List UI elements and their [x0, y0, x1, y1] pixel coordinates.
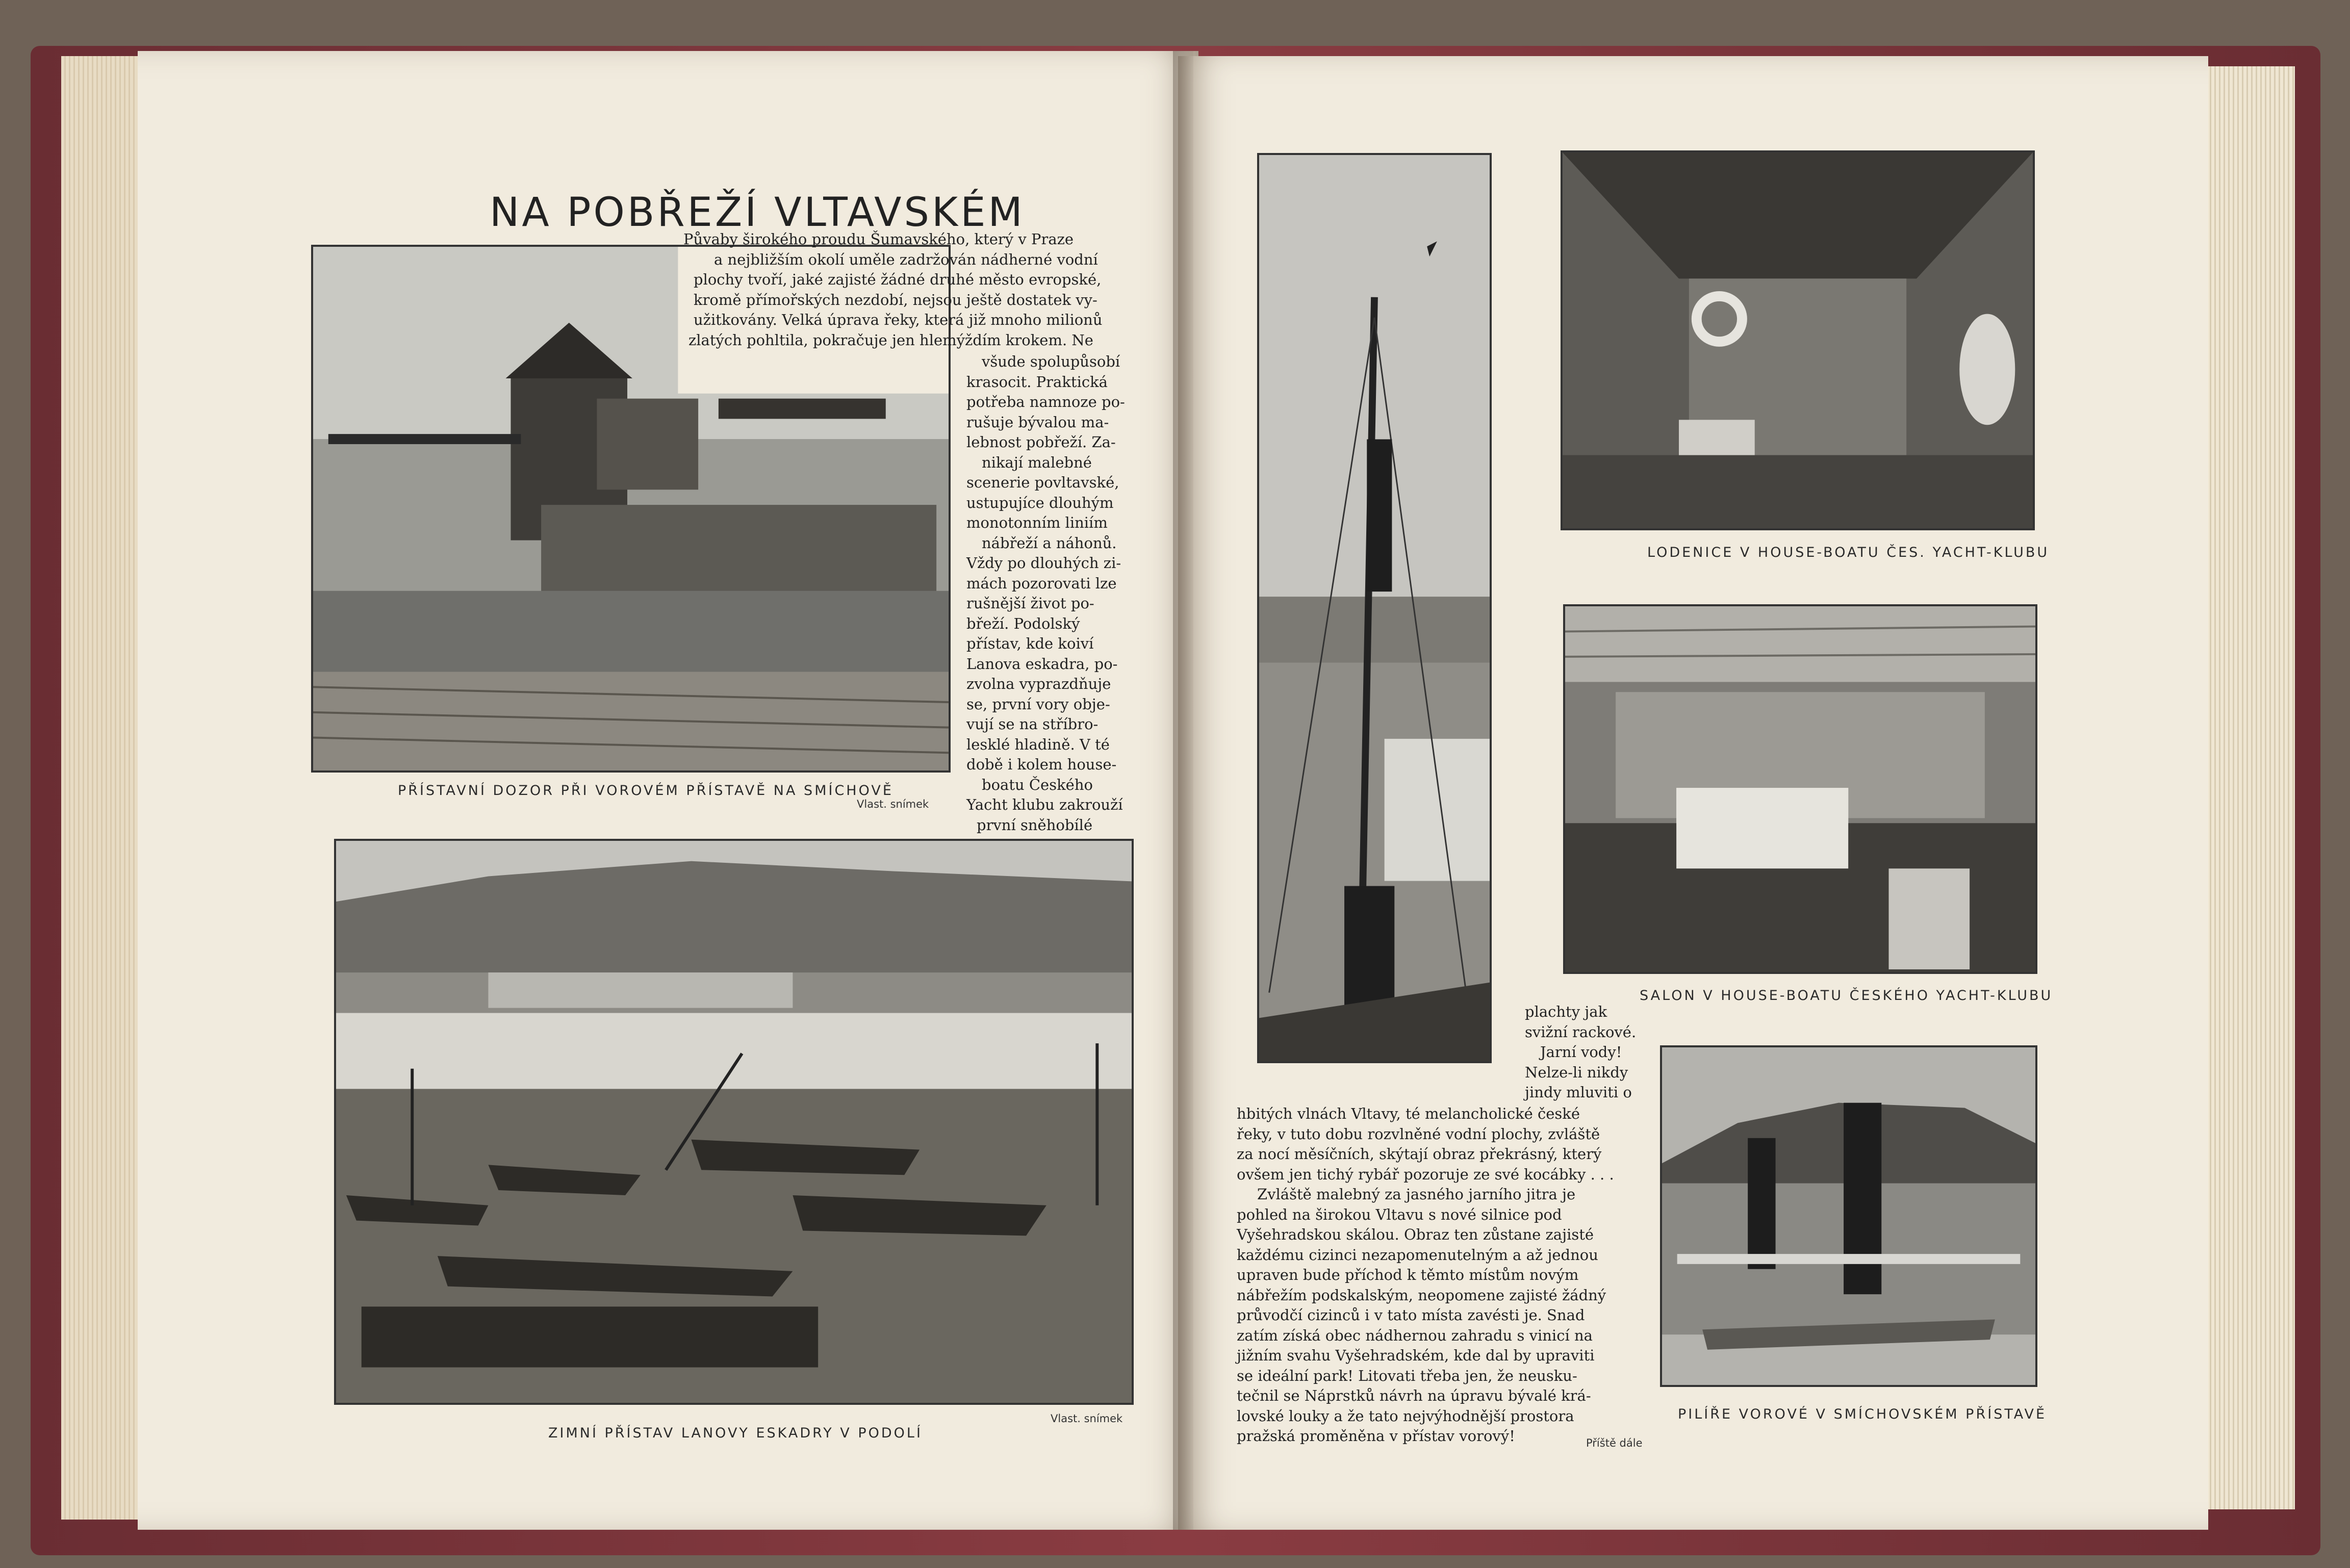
article-line: rušuje bývalou ma-	[966, 413, 1109, 431]
photo-boathouse	[1561, 150, 2035, 530]
article-line: pražská proměněna v přístav vorový!	[1237, 1427, 1515, 1445]
article-line: Vyšehradskou skálou. Obraz ten zůstane zajisté	[1237, 1226, 1594, 1243]
article-line: ovšem jen tichý rybář pozoruje ze své kocábky . . .	[1237, 1165, 1614, 1183]
photo-winter-harbour	[334, 839, 1134, 1405]
article-line: každému cizinci nezapomenutelným a až jednou	[1237, 1246, 1598, 1264]
article-line: lesklé hladině. V té	[966, 735, 1110, 753]
article-line: jižním svahu Vyšehradském, kde dal by upraviti	[1237, 1347, 1595, 1364]
article-line: potřeba namnoze po-	[966, 393, 1125, 410]
article-line: plachty jak	[1525, 1003, 1607, 1020]
article-line: Lanova eskadra, po-	[966, 655, 1118, 673]
continued-note: Příště dále	[1586, 1437, 1643, 1449]
article-line: nikají malebné	[982, 453, 1092, 471]
article-line: řeky, v tuto dobu rozvlněné vodní plochy, zvláště	[1237, 1125, 1600, 1143]
article-line: kromě přímořských nezdobí, nejsou ještě dostatek vy-	[694, 291, 1097, 309]
article-line: se ideální park! Litovati třeba jen, že neusku-	[1237, 1367, 1577, 1384]
book-gutter	[1173, 51, 1193, 1530]
photo-raft-pillars	[1660, 1045, 2037, 1387]
article-line: lebnost pobřeží. Za-	[966, 433, 1116, 451]
article-line: přístav, kde koiví	[966, 635, 1094, 652]
article-line: zvolna vyprazdňuje	[966, 675, 1111, 692]
article-title: NA POBŘEŽÍ VLTAVSKÉM	[490, 190, 1025, 236]
article-line: ustupujíce dlouhým	[966, 494, 1114, 511]
article-line: za nocí měsíčních, skýtají obraz překrásný, který	[1237, 1145, 1602, 1163]
article-line: užitkovány. Velká úprava řeky, která již mnoho milionů	[694, 311, 1103, 328]
article-line: průvodčí cizinců i v tato místa zavésti je. Snad	[1237, 1306, 1585, 1324]
article-line: jindy mluviti o	[1525, 1084, 1632, 1101]
article-line: zlatých pohltila, pokračuje jen hlemýždím krokem. Ne	[688, 331, 1093, 349]
article-line: monotonním liniím	[966, 514, 1108, 531]
article-line: scenerie povltavské,	[966, 474, 1119, 491]
article-line: hbitých vlnách Vltavy, té melancholické české	[1237, 1105, 1580, 1122]
article-line: nábřežím podskalským, neopomene zajisté žádný	[1237, 1286, 1606, 1304]
article-line: svižní rackové.	[1525, 1023, 1637, 1041]
photo-raft-pillars-caption: PILÍŘE VOROVÉ V SMÍCHOVSKÉM PŘÍSTAVĚ	[1678, 1406, 2047, 1422]
photo-winter-harbour-caption: ZIMNÍ PŘÍSTAV LANOVY ESKADRY V PODOLÍ	[548, 1425, 923, 1441]
article-line: první sněhobílé	[977, 816, 1093, 834]
article-line: zatím získá obec nádhernou zahradu s vinicí na	[1237, 1326, 1593, 1344]
page-edges-right	[2193, 66, 2295, 1509]
left-article-text	[683, 229, 1137, 350]
photo-harbour-office-credit: Vlast. snímek	[857, 798, 929, 810]
article-line: břeží. Podolský	[966, 614, 1080, 632]
article-line: Zvláště malebný za jasného jarního jitra je	[1257, 1186, 1576, 1203]
article-line: upraven bude příchod k těmto místům novým	[1237, 1266, 1579, 1283]
article-line: Yacht klubu zakrouží	[966, 796, 1123, 813]
photo-winter-harbour-credit: Vlast. snímek	[1051, 1412, 1123, 1425]
article-line: nábřeží a náhonů.	[982, 534, 1117, 552]
right-article-wide	[1237, 1104, 1655, 1447]
article-line: pohled na širokou Vltavu s nové silnice pod	[1237, 1205, 1562, 1223]
photo-salon-caption: SALON V HOUSE-BOATU ČESKÉHO YACHT-KLUBU	[1640, 988, 2053, 1004]
article-line: tečnil se Náprstků návrh na úpravu bývalé krá-	[1237, 1387, 1591, 1404]
article-line: Půvaby širokého proudu Šumavského, který v Praze	[683, 230, 1074, 248]
article-line: době i kolem house-	[966, 756, 1117, 773]
photo-salon	[1563, 604, 2037, 974]
article-line: vují se na stříbro-	[966, 715, 1099, 733]
article-line: Jarní vody!	[1540, 1043, 1622, 1061]
article-line: mách pozorovati lze	[966, 574, 1117, 592]
article-line: plochy tvoří, jaké zajisté žádné druhé město evropské,	[694, 271, 1102, 288]
left-article-column	[966, 352, 1140, 835]
article-line: Vždy po dlouhých zi-	[966, 554, 1121, 572]
photo-boathouse-caption: LODENICE V HOUSE-BOATU ČES. YACHT-KLUBU	[1647, 545, 2050, 560]
photo-harbour-office-caption: PŘÍSTAVNÍ DOZOR PŘI VOROVÉM PŘÍSTAVĚ NA SMÍCHOVĚ	[398, 783, 893, 799]
right-article-narrow	[1525, 1002, 1688, 1103]
article-line: se, první vory obje-	[966, 695, 1110, 713]
article-line: a nejbližším okolí uměle zadržován nádherné vodní	[714, 250, 1098, 268]
article-line: boatu Českého	[982, 776, 1093, 793]
article-line: lovské louky a že tato nejvýhodnější prostora	[1237, 1407, 1574, 1425]
article-line: krasocit. Praktická	[966, 373, 1108, 391]
photo-mast-climber	[1257, 153, 1492, 1063]
page-edges-left	[61, 56, 143, 1520]
article-line: všude spolupůsobí	[982, 353, 1120, 370]
article-line: rušnější život po-	[966, 595, 1094, 612]
article-line: Nelze-li nikdy	[1525, 1063, 1628, 1081]
